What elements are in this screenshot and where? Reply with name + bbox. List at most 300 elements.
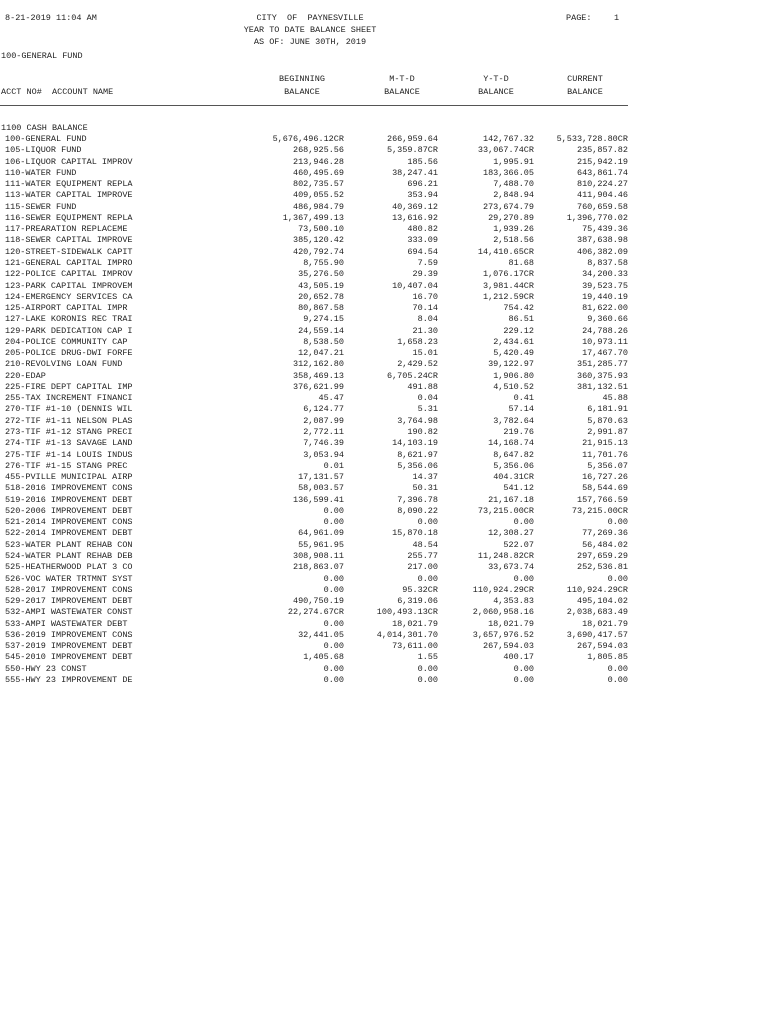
account-name: 522-2014 IMPROVEMENT DEBT <box>5 528 133 539</box>
beginning-balance: 268,925.56 <box>292 145 344 156</box>
mtd-balance: 15.01 <box>412 348 438 359</box>
current-balance: 0.00 <box>607 663 628 674</box>
current-balance: 406,382.09 <box>576 246 628 257</box>
beginning-balance: 0.00 <box>323 618 344 629</box>
account-name: 255-TAX INCREMENT FINANCI <box>5 393 133 404</box>
account-name: 125-AIRPORT CAPITAL IMPR <box>5 303 128 314</box>
ytd-balance: 2,848.94 <box>493 190 534 201</box>
account-name: 124-EMERGENCY SERVICES CA <box>5 291 133 302</box>
beginning-balance: 0.00 <box>323 641 344 652</box>
mtd-balance: 4,014,301.70 <box>376 629 438 640</box>
table-row <box>0 472 640 482</box>
ytd-balance: 404.31CR <box>493 472 534 483</box>
page-number: 1 <box>614 13 620 23</box>
mtd-balance: 185.56 <box>407 156 438 167</box>
mtd-balance: 333.09 <box>407 235 438 246</box>
beginning-balance: 2,087.99 <box>303 415 344 426</box>
account-name: 111-WATER EQUIPMENT REPLA <box>5 179 133 190</box>
table-row <box>0 461 640 471</box>
current-balance: 0.00 <box>607 674 628 685</box>
beginning-balance: 80,867.58 <box>298 303 344 314</box>
ytd-balance: 0.00 <box>513 517 534 528</box>
current-balance: 5,870.63 <box>587 415 628 426</box>
report-title: YEAR TO DATE BALANCE SHEET <box>243 25 377 35</box>
ytd-balance: 5,420.49 <box>493 348 534 359</box>
account-name: 521-2014 IMPROVEMENT CONS <box>5 517 133 528</box>
mtd-balance: 18,021.79 <box>392 618 438 629</box>
beginning-balance: 8,755.90 <box>303 257 344 268</box>
ytd-balance: 2,434.61 <box>493 336 534 347</box>
account-name: 533-AMPI WASTEWATER DEBT <box>5 618 128 629</box>
current-balance: 0.00 <box>607 573 628 584</box>
mtd-balance: 5,359.87CR <box>386 145 438 156</box>
mtd-balance: 0.00 <box>417 517 438 528</box>
beginning-balance: 0.00 <box>323 584 344 595</box>
table-row <box>0 619 640 629</box>
ytd-balance: 1,212.59CR <box>482 291 534 302</box>
beginning-balance: 64,961.09 <box>298 528 344 539</box>
col-account: ACCT NO# ACCOUNT NAME <box>1 87 114 97</box>
current-balance: 9,360.66 <box>587 314 628 325</box>
current-balance: 2,991.87 <box>587 427 628 438</box>
current-balance: 75,439.36 <box>582 224 628 235</box>
account-name: 520-2006 IMPROVEMENT DEBT <box>5 505 133 516</box>
account-name: 120-STREET-SIDEWALK CAPIT <box>5 246 133 257</box>
account-name: 110-WATER FUND <box>5 167 77 178</box>
account-name: 519-2016 IMPROVEMENT DEBT <box>5 494 133 505</box>
page-label: PAGE: <box>566 13 592 23</box>
beginning-balance: 218,863.07 <box>292 562 344 573</box>
beginning-balance: 802,735.57 <box>292 179 344 190</box>
col-ytd-line1: Y-T-D <box>483 74 509 84</box>
ytd-balance: 0.00 <box>513 674 534 685</box>
account-name: 204-POLICE COMMUNITY CAP <box>5 336 128 347</box>
report-as-of: AS OF: JUNE 30TH, 2019 <box>253 37 367 47</box>
beginning-balance: 6,124.77 <box>303 404 344 415</box>
current-balance: 235,857.82 <box>576 145 628 156</box>
mtd-balance: 190.82 <box>407 427 438 438</box>
ytd-balance: 229.12 <box>503 325 534 336</box>
current-balance: 73,215.00CR <box>571 505 628 516</box>
table-row <box>0 348 640 358</box>
ytd-balance: 2,518.56 <box>493 235 534 246</box>
account-name: 545-2010 IMPROVEMENT DEBT <box>5 652 133 663</box>
current-balance: 58,544.69 <box>582 483 628 494</box>
account-name: 113-WATER CAPITAL IMPROVE <box>5 190 133 201</box>
table-row <box>0 427 640 437</box>
beginning-balance: 32,441.05 <box>298 629 344 640</box>
col-ytd-line2: BALANCE <box>478 87 514 97</box>
current-balance: 10,973.11 <box>582 336 628 347</box>
mtd-balance: 353.94 <box>407 190 438 201</box>
current-balance: 24,788.26 <box>582 325 628 336</box>
table-row <box>0 517 640 527</box>
ytd-balance: 73,215.00CR <box>477 505 534 516</box>
mtd-balance: 8,621.97 <box>397 449 438 460</box>
ytd-balance: 400.17 <box>503 652 534 663</box>
ytd-balance: 86.51 <box>508 314 534 325</box>
current-balance: 18,021.79 <box>582 618 628 629</box>
ytd-balance: 1,076.17CR <box>482 269 534 280</box>
beginning-balance: 308,908.11 <box>292 550 344 561</box>
account-name: 106-LIQUOR CAPITAL IMPROV <box>5 156 133 167</box>
ytd-balance: 1,906.80 <box>493 370 534 381</box>
table-row <box>0 596 640 606</box>
table-row <box>0 247 640 257</box>
table-row <box>0 157 640 167</box>
ytd-balance: 29,270.89 <box>488 212 534 223</box>
table-row <box>0 337 640 347</box>
table-row <box>0 213 640 223</box>
table-row <box>0 224 640 234</box>
current-balance: 81,622.00 <box>582 303 628 314</box>
ytd-balance: 2,060,958.16 <box>472 607 534 618</box>
table-row <box>0 371 640 381</box>
beginning-balance: 55,961.95 <box>298 539 344 550</box>
table-row <box>0 326 640 336</box>
current-balance: 77,269.36 <box>582 528 628 539</box>
current-balance: 495,104.02 <box>576 596 628 607</box>
mtd-balance: 95.32CR <box>402 584 438 595</box>
mtd-balance: 10,407.04 <box>392 280 438 291</box>
account-name: 274-TIF #1-13 SAVAGE LAND <box>5 438 133 449</box>
mtd-balance: 7.59 <box>417 257 438 268</box>
account-name: 100-GENERAL FUND <box>5 134 87 144</box>
account-name: 529-2017 IMPROVEMENT DEBT <box>5 596 133 607</box>
table-row <box>0 585 640 595</box>
ytd-balance: 14,168.74 <box>488 438 534 449</box>
table-row <box>0 495 640 505</box>
beginning-balance: 9,274.15 <box>303 314 344 325</box>
ytd-balance: 18,021.79 <box>488 618 534 629</box>
ytd-balance: 541.12 <box>503 483 534 494</box>
ytd-balance: 1,995.91 <box>493 156 534 167</box>
ytd-balance: 183,366.05 <box>482 167 534 178</box>
beginning-balance: 376,621.99 <box>292 381 344 392</box>
current-balance: 8,837.58 <box>587 257 628 268</box>
mtd-balance: 0.00 <box>417 573 438 584</box>
beginning-balance: 22,274.67CR <box>287 607 344 618</box>
current-balance: 39,523.75 <box>582 280 628 291</box>
mtd-balance: 480.82 <box>407 224 438 235</box>
account-name: 526-VOC WATER TRTMNT SYST <box>5 573 133 584</box>
account-name: 524-WATER PLANT REHAB DEB <box>5 550 133 561</box>
current-balance: 3,690,417.57 <box>566 629 628 640</box>
account-name: 550-HWY 23 CONST <box>5 663 87 674</box>
beginning-balance: 312,162.80 <box>292 359 344 370</box>
account-name: 121-GENERAL CAPITAL IMPRO <box>5 257 133 268</box>
mtd-balance: 0.00 <box>417 663 438 674</box>
mtd-balance: 696.21 <box>407 179 438 190</box>
table-row <box>0 359 640 369</box>
account-name: 528-2017 IMPROVEMENT CONS <box>5 584 133 595</box>
beginning-balance: 460,495.69 <box>292 167 344 178</box>
mtd-balance: 694.54 <box>407 246 438 257</box>
mtd-balance: 1,658.23 <box>397 336 438 347</box>
ytd-balance: 4,510.52 <box>493 381 534 392</box>
ytd-balance: 142,767.32 <box>482 134 534 144</box>
current-balance: 45.88 <box>602 393 628 404</box>
table-row <box>0 675 640 685</box>
account-name: 225-FIRE DEPT CAPITAL IMP <box>5 381 133 392</box>
account-name: 129-PARK DEDICATION CAP I <box>5 325 133 336</box>
current-balance: 34,200.33 <box>582 269 628 280</box>
ytd-balance: 267,594.03 <box>482 641 534 652</box>
beginning-balance: 0.00 <box>323 573 344 584</box>
table-row <box>0 607 640 617</box>
current-balance: 297,659.29 <box>576 550 628 561</box>
mtd-balance: 14.37 <box>412 472 438 483</box>
current-balance: 17,467.70 <box>582 348 628 359</box>
current-balance: 1,396,770.02 <box>566 212 628 223</box>
beginning-balance: 213,946.28 <box>292 156 344 167</box>
table-row <box>0 540 640 550</box>
current-balance: 643,861.74 <box>576 167 628 178</box>
ytd-balance: 33,673.74 <box>488 562 534 573</box>
beginning-balance: 0.00 <box>323 505 344 516</box>
table-row <box>0 314 640 324</box>
mtd-balance: 5,356.06 <box>397 460 438 471</box>
ytd-balance: 12,308.27 <box>488 528 534 539</box>
current-balance: 19,440.19 <box>582 291 628 302</box>
table-row <box>0 168 640 178</box>
mtd-balance: 29.39 <box>412 269 438 280</box>
mtd-balance: 5.31 <box>417 404 438 415</box>
table-row <box>0 134 640 144</box>
mtd-balance: 50.31 <box>412 483 438 494</box>
current-balance: 110,924.29CR <box>566 584 628 595</box>
table-row <box>0 303 640 313</box>
account-name: 117-PREARATION REPLACEME <box>5 224 128 235</box>
account-name: 523-WATER PLANT REHAB CON <box>5 539 133 550</box>
beginning-balance: 3,053.94 <box>303 449 344 460</box>
mtd-balance: 13,616.92 <box>392 212 438 223</box>
beginning-balance: 17,131.57 <box>298 472 344 483</box>
current-balance: 0.00 <box>607 517 628 528</box>
col-beginning-line2: BALANCE <box>284 87 320 97</box>
beginning-balance: 2,772.11 <box>303 427 344 438</box>
section-title: 1100 CASH BALANCE <box>1 123 88 133</box>
ytd-balance: 3,981.44CR <box>482 280 534 291</box>
current-balance: 16,727.26 <box>582 472 628 483</box>
col-mtd-line2: BALANCE <box>384 87 420 97</box>
account-name: 210-REVOLVING LOAN FUND <box>5 359 123 370</box>
ytd-balance: 754.42 <box>503 303 534 314</box>
ytd-balance: 11,248.82CR <box>477 550 534 561</box>
ytd-balance: 1,939.26 <box>493 224 534 235</box>
current-balance: 360,375.93 <box>576 370 628 381</box>
account-name: 518-2016 IMPROVEMENT CONS <box>5 483 133 494</box>
account-name: 123-PARK CAPITAL IMPROVEM <box>5 280 133 291</box>
beginning-balance: 12,047.21 <box>298 348 344 359</box>
ytd-balance: 14,410.65CR <box>477 246 534 257</box>
ytd-balance: 57.14 <box>508 404 534 415</box>
account-name: 270-TIF #1-10 (DENNIS WIL <box>5 404 133 415</box>
current-balance: 215,942.19 <box>576 156 628 167</box>
col-mtd-line1: M-T-D <box>389 74 415 84</box>
current-balance: 411,904.46 <box>576 190 628 201</box>
beginning-balance: 358,469.13 <box>292 370 344 381</box>
account-name: 115-SEWER FUND <box>5 201 77 212</box>
beginning-balance: 0.00 <box>323 517 344 528</box>
beginning-balance: 8,538.50 <box>303 336 344 347</box>
mtd-balance: 3,764.98 <box>397 415 438 426</box>
table-row <box>0 292 640 302</box>
beginning-balance: 58,003.57 <box>298 483 344 494</box>
beginning-balance: 385,120.42 <box>292 235 344 246</box>
table-row <box>0 382 640 392</box>
ytd-balance: 0.41 <box>513 393 534 404</box>
mtd-balance: 217.00 <box>407 562 438 573</box>
current-balance: 157,766.59 <box>576 494 628 505</box>
mtd-balance: 100,493.13CR <box>376 607 438 618</box>
beginning-balance: 0.00 <box>323 674 344 685</box>
beginning-balance: 5,676,496.12CR <box>272 134 344 144</box>
table-row <box>0 483 640 493</box>
report-datetime: 8-21-2019 11:04 AM <box>5 13 97 23</box>
table-row <box>0 190 640 200</box>
mtd-balance: 8.04 <box>417 314 438 325</box>
fund-name: 100-GENERAL FUND <box>1 51 83 61</box>
table-row <box>0 145 640 155</box>
beginning-balance: 35,276.50 <box>298 269 344 280</box>
beginning-balance: 0.00 <box>323 663 344 674</box>
current-balance: 1,805.85 <box>587 652 628 663</box>
mtd-balance: 491.88 <box>407 381 438 392</box>
ytd-balance: 0.00 <box>513 573 534 584</box>
table-row <box>0 416 640 426</box>
beginning-balance: 420,792.74 <box>292 246 344 257</box>
table-row <box>0 630 640 640</box>
beginning-balance: 486,984.79 <box>292 201 344 212</box>
account-name: 276-TIF #1-15 STANG PREC <box>5 460 128 471</box>
table-row <box>0 562 640 572</box>
col-beginning-line1: BEGINNING <box>279 74 325 84</box>
account-name: 220-EDAP <box>5 370 46 381</box>
city-name: CITY OF PAYNESVILLE <box>256 13 364 23</box>
ytd-balance: 39,122.97 <box>488 359 534 370</box>
header-divider <box>0 105 628 106</box>
table-row <box>0 664 640 674</box>
account-name: 525-HEATHERWOOD PLAT 3 CO <box>5 562 133 573</box>
ytd-balance: 0.00 <box>513 663 534 674</box>
table-row <box>0 202 640 212</box>
mtd-balance: 8,090.22 <box>397 505 438 516</box>
beginning-balance: 20,652.78 <box>298 291 344 302</box>
account-name: 272-TIF #1-11 NELSON PLAS <box>5 415 133 426</box>
table-row <box>0 269 640 279</box>
table-row <box>0 281 640 291</box>
account-name: 105-LIQUOR FUND <box>5 145 82 156</box>
account-name: 118-SEWER CAPITAL IMPROVE <box>5 235 133 246</box>
mtd-balance: 7,396.78 <box>397 494 438 505</box>
account-name: 273-TIF #1-12 STANG PRECI <box>5 427 133 438</box>
ytd-balance: 5,356.06 <box>493 460 534 471</box>
beginning-balance: 136,599.41 <box>292 494 344 505</box>
ytd-balance: 81.68 <box>508 257 534 268</box>
beginning-balance: 0.01 <box>323 460 344 471</box>
ytd-balance: 522.07 <box>503 539 534 550</box>
mtd-balance: 70.14 <box>412 303 438 314</box>
table-row <box>0 551 640 561</box>
col-current-line2: BALANCE <box>567 87 603 97</box>
current-balance: 5,533,728.80CR <box>556 134 628 144</box>
beginning-balance: 24,559.14 <box>298 325 344 336</box>
beginning-balance: 43,505.19 <box>298 280 344 291</box>
ytd-balance: 8,647.82 <box>493 449 534 460</box>
current-balance: 2,038,683.49 <box>566 607 628 618</box>
mtd-balance: 15,870.18 <box>392 528 438 539</box>
table-row <box>0 506 640 516</box>
table-row <box>0 179 640 189</box>
table-row <box>0 652 640 662</box>
current-balance: 6,181.91 <box>587 404 628 415</box>
mtd-balance: 0.04 <box>417 393 438 404</box>
beginning-balance: 7,746.39 <box>303 438 344 449</box>
account-name: 275-TIF #1-14 LOUIS INDUS <box>5 449 133 460</box>
ytd-balance: 3,657,976.52 <box>472 629 534 640</box>
current-balance: 381,132.51 <box>576 381 628 392</box>
mtd-balance: 21.30 <box>412 325 438 336</box>
mtd-balance: 6,319.06 <box>397 596 438 607</box>
ytd-balance: 4,353.83 <box>493 596 534 607</box>
ytd-balance: 110,924.29CR <box>472 584 534 595</box>
current-balance: 810,224.27 <box>576 179 628 190</box>
table-row <box>0 393 640 403</box>
ytd-balance: 273,674.79 <box>482 201 534 212</box>
account-name: 455-PVILLE MUNICIPAL AIRP <box>5 472 133 483</box>
mtd-balance: 1.55 <box>417 652 438 663</box>
table-row <box>0 528 640 538</box>
table-row <box>0 641 640 651</box>
mtd-balance: 38,247.41 <box>392 167 438 178</box>
mtd-balance: 14,103.19 <box>392 438 438 449</box>
ytd-balance: 7,488.70 <box>493 179 534 190</box>
mtd-balance: 16.70 <box>412 291 438 302</box>
beginning-balance: 409,055.52 <box>292 190 344 201</box>
current-balance: 387,638.98 <box>576 235 628 246</box>
account-name: 116-SEWER EQUIPMENT REPLA <box>5 212 133 223</box>
account-name: 532-AMPI WASTEWATER CONST <box>5 607 133 618</box>
mtd-balance: 40,369.12 <box>392 201 438 212</box>
mtd-balance: 6,705.24CR <box>386 370 438 381</box>
mtd-balance: 2,429.52 <box>397 359 438 370</box>
mtd-balance: 48.54 <box>412 539 438 550</box>
current-balance: 56,484.02 <box>582 539 628 550</box>
mtd-balance: 255.77 <box>407 550 438 561</box>
current-balance: 11,701.76 <box>582 449 628 460</box>
current-balance: 351,285.77 <box>576 359 628 370</box>
beginning-balance: 1,367,499.13 <box>282 212 344 223</box>
current-balance: 5,356.07 <box>587 460 628 471</box>
table-row <box>0 235 640 245</box>
account-name: 205-POLICE DRUG-DWI FORFE <box>5 348 133 359</box>
mtd-balance: 0.00 <box>417 674 438 685</box>
col-current-line1: CURRENT <box>567 74 603 84</box>
account-name: 127-LAKE KORONIS REC TRAI <box>5 314 133 325</box>
table-row <box>0 258 640 268</box>
account-name: 122-POLICE CAPITAL IMPROV <box>5 269 133 280</box>
ytd-balance: 219.76 <box>503 427 534 438</box>
beginning-balance: 1,405.68 <box>303 652 344 663</box>
current-balance: 252,536.81 <box>576 562 628 573</box>
current-balance: 267,594.03 <box>576 641 628 652</box>
ytd-balance: 21,167.18 <box>488 494 534 505</box>
table-row <box>0 574 640 584</box>
ytd-balance: 33,067.74CR <box>477 145 534 156</box>
current-balance: 21,915.13 <box>582 438 628 449</box>
beginning-balance: 45.47 <box>318 393 344 404</box>
